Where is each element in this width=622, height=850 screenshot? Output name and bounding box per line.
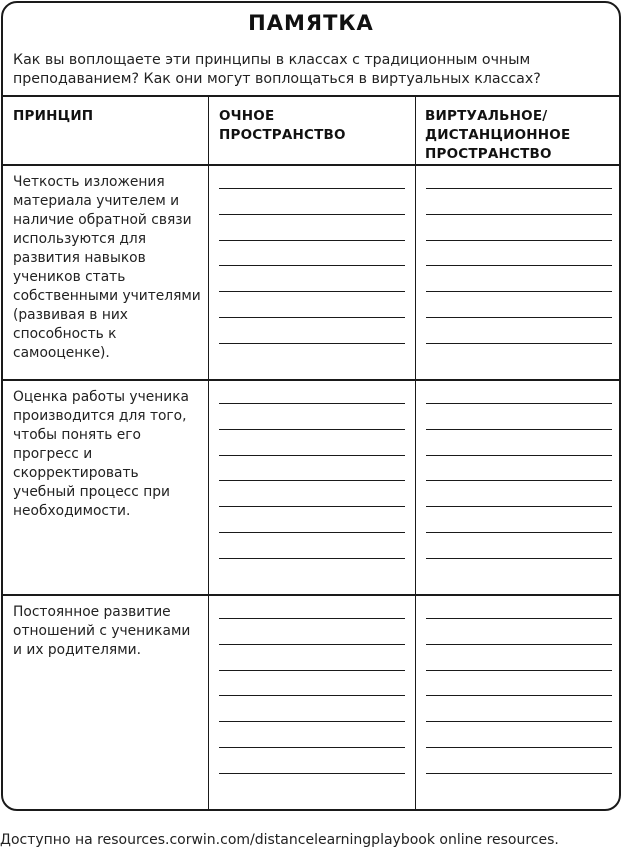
answer-line-virtual[interactable] [426, 695, 612, 696]
answer-line-in-person[interactable] [219, 773, 405, 774]
footer-resources-note: Доступно на resources.corwin.com/distancelearningplaybook online resources. [0, 832, 559, 848]
column-divider-2 [415, 96, 416, 809]
answer-line-in-person[interactable] [219, 429, 405, 430]
answer-line-virtual[interactable] [426, 291, 612, 292]
answer-line-in-person[interactable] [219, 455, 405, 456]
answer-line-virtual[interactable] [426, 532, 612, 533]
answer-line-virtual[interactable] [426, 403, 612, 404]
answer-line-in-person[interactable] [219, 188, 405, 189]
answer-line-in-person[interactable] [219, 317, 405, 318]
principle-text-3: Постоянное развитие отношений с учениками и их родителями. [13, 604, 191, 658]
intro-question: Как вы воплощаете эти принципы в классах с традиционным очным преподаванием? Как они могут воплощаться в виртуальных классах? [13, 52, 541, 87]
answer-line-in-person[interactable] [219, 532, 405, 533]
principle-text-2: Оценка работы ученика производится для того, чтобы понять его прогресс и скорректировать учебный процесс при необходимости. [13, 389, 189, 519]
answer-line-in-person[interactable] [219, 265, 405, 266]
header-bottom-rule [3, 164, 619, 166]
answer-line-virtual[interactable] [426, 480, 612, 481]
column-header-virtual: ВИРТУАЛЬНОЕ/ ДИСТАНЦИОННОЕ ПРОСТРАНСТВО [425, 108, 571, 162]
answer-line-in-person[interactable] [219, 343, 405, 344]
answer-line-in-person[interactable] [219, 291, 405, 292]
answer-line-virtual[interactable] [426, 644, 612, 645]
answer-line-in-person[interactable] [219, 240, 405, 241]
row-divider-2 [3, 594, 619, 596]
answer-line-virtual[interactable] [426, 317, 612, 318]
column-header-in-person: ОЧНОЕ ПРОСТРАНСТВО [219, 108, 346, 143]
row-divider-1 [3, 379, 619, 381]
answer-line-virtual[interactable] [426, 618, 612, 619]
checklist-card [1, 1, 621, 811]
principle-text-1: Четкость изложения материала учителем и наличие обратной связи используются для развития навыков учеников стать собственными учителями (развивая в них способность к самооценке). [13, 174, 201, 361]
answer-line-in-person[interactable] [219, 747, 405, 748]
answer-line-in-person[interactable] [219, 403, 405, 404]
answer-line-in-person[interactable] [219, 644, 405, 645]
answer-line-in-person[interactable] [219, 214, 405, 215]
column-divider-1 [208, 96, 209, 809]
answer-line-in-person[interactable] [219, 695, 405, 696]
page-title: ПАМЯТКА [248, 11, 374, 35]
answer-line-virtual[interactable] [426, 506, 612, 507]
answer-line-virtual[interactable] [426, 429, 612, 430]
answer-line-virtual[interactable] [426, 265, 612, 266]
answer-line-virtual[interactable] [426, 240, 612, 241]
answer-line-virtual[interactable] [426, 773, 612, 774]
answer-line-virtual[interactable] [426, 747, 612, 748]
answer-line-virtual[interactable] [426, 343, 612, 344]
answer-line-in-person[interactable] [219, 506, 405, 507]
answer-line-in-person[interactable] [219, 558, 405, 559]
answer-line-virtual[interactable] [426, 721, 612, 722]
answer-line-in-person[interactable] [219, 721, 405, 722]
answer-line-virtual[interactable] [426, 188, 612, 189]
answer-line-in-person[interactable] [219, 618, 405, 619]
answer-line-virtual[interactable] [426, 214, 612, 215]
header-top-rule [3, 95, 619, 97]
column-header-principle: ПРИНЦИП [13, 108, 94, 124]
answer-line-virtual[interactable] [426, 558, 612, 559]
answer-line-virtual[interactable] [426, 670, 612, 671]
answer-line-virtual[interactable] [426, 455, 612, 456]
answer-line-in-person[interactable] [219, 480, 405, 481]
answer-line-in-person[interactable] [219, 670, 405, 671]
